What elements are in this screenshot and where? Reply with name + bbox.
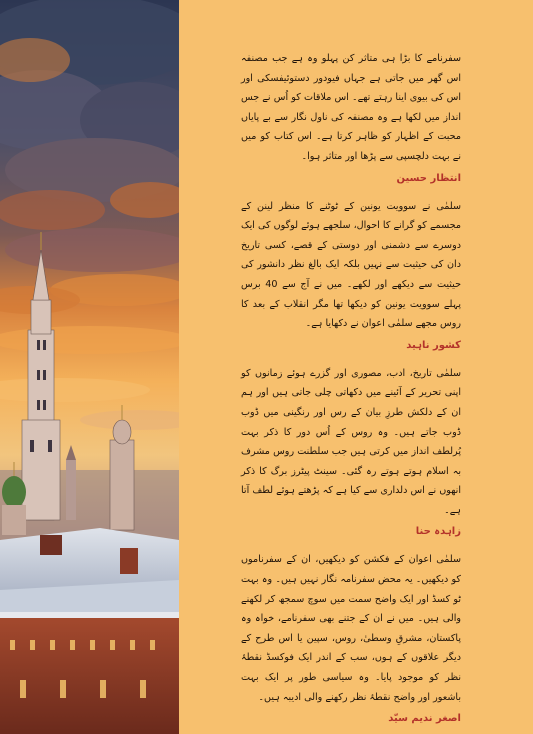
blurb-author-3: زاہدہ حنا <box>415 526 461 538</box>
blurb-author-4: اصغر ندیم سیّد <box>388 713 461 725</box>
cover-painting-moscow-skyline <box>0 0 179 734</box>
blurbs-panel <box>179 0 533 734</box>
blurb-author-2: کشور ناہید <box>406 339 461 351</box>
blurb-text-1: سفرنامے کا بڑا ہی متاثر کن پہلو وہ ہے جب مصنفہ اس گھر میں جاتی ہے جہاں فیودور دستوئیفسکی اور اس کی بیوی اینا رہتے تھے۔ اس ملاقات کو اُس نے جس انداز میں لکھا ہے وہ مصنفہ کی ناول نگار سے بے پایاں محبت کے اظہار کو ظاہر کرتا ہے۔ اس کتاب کو میں نے بہت دلچسپی سے پڑھا اور متاثر ہوا۔ <box>241 53 461 162</box>
blurb-text-4: سلمٰی اعوان کے فکشن کو دیکھیں، ان کے سفرناموں کو دیکھیں۔ یہ محض سفرنامہ نگار نہیں ہیں۔ وہ بہت ٹو کسڈ اور ایک واضح سمت میں سوچ سمجھ کر لکھنے والی ہیں۔ میں نے ان کے جتنے بھی سفرنامے، خواہ وہ پاکستان، مشرقِ وسطیٰ، روس، سپین یا اس طرح کے دیگر علاقوں کے ہوں، سب کے اندر ایک فوکسڈ نقطۂ نظر کو موجود پایا۔ وہ سیاسی طور پر ایک بہت باشعور اور واضح نقطۂ نظر رکھنے والی ادیبہ ہیں۔ <box>241 554 461 703</box>
blurb-author-1: انتظار حسین <box>396 172 461 184</box>
blurbs-column <box>241 49 461 734</box>
blurb-text-2: سلمٰی نے سوویت یونین کے ٹوٹنے کا منظر لینن کے مجسمے کو گرانے کا احوال، سلجھے ہوئے لوگوں کی ایک دوسرے سے دشمنی اور دوستی کے قصے، کسی تاریخ دان کی حیثیت سے نہیں بلکہ ایک بالغ نظر دانشور کی حیثیت سے دیکھے اور لکھے۔ میں نے آج سے 40 برس پہلے سوویت یونین کو دیکھا تھا مگر انقلاب کے بعد کا روس مجھے سلمٰی اعوان نے دکھایا ہے۔ <box>241 200 461 330</box>
blurb-text-3: سلمٰی تاریخ، ادب، مصوری اور گزرے ہوئے زمانوں کو اپنی تحریر کے آئینے میں دکھاتی چلی جاتی ہیں اور ہم ان کے دلکش طرزِ بیان کے رس اور رنگینی میں ڈوب ڈوب جاتے ہیں۔ وہ روس کے اُس دور کا ذکر بہت پُرلطف انداز میں کرتی ہیں جب سلطنت روس مشرف بہ اسلام ہوتے ہوتے رہ گئی۔ سینٹ پیٹرز برگ کا ذکر انھوں نے اس دلداری سے کیا ہے کہ پڑھتے ہوئے لطف آتا ہے۔ <box>241 367 461 516</box>
